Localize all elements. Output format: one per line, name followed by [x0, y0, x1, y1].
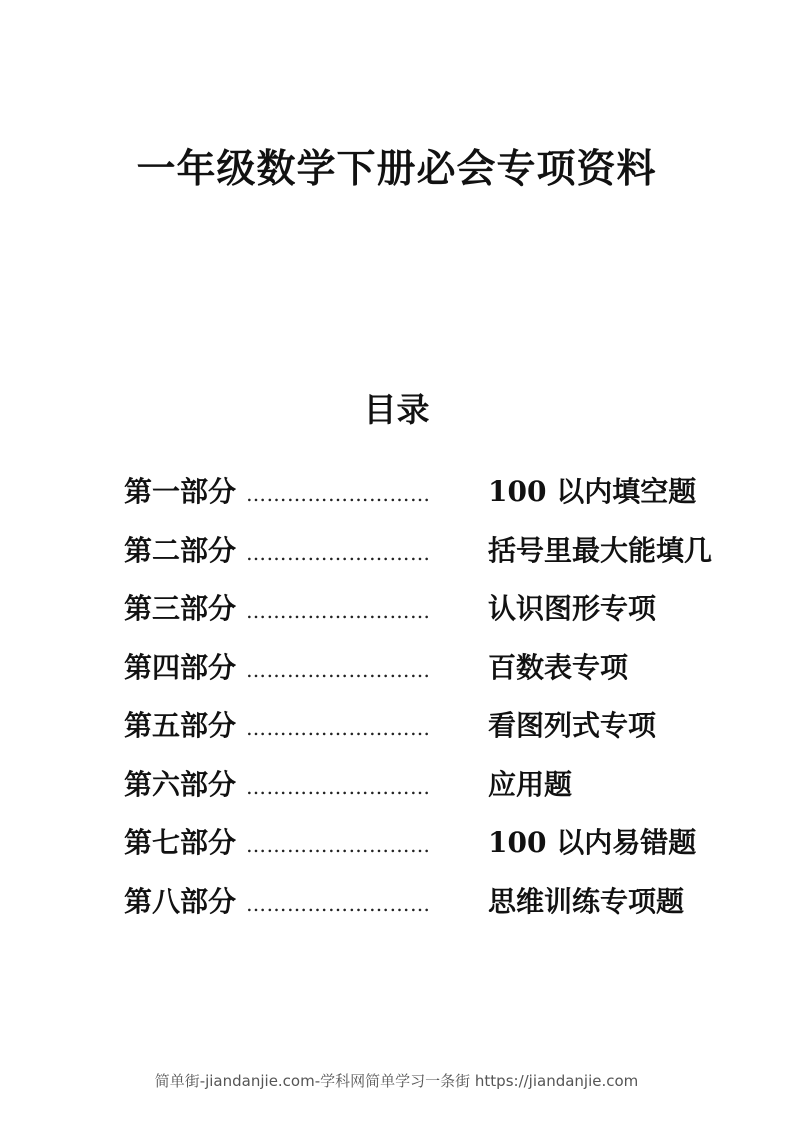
toc-part-label: 第一部分	[124, 475, 237, 508]
toc-topic: 括号里最大能填几	[488, 533, 713, 567]
toc-part-label: 第五部分	[124, 709, 237, 742]
toc-topic: 100 以内易错题	[488, 826, 697, 859]
toc-item-part-6	[124, 763, 764, 822]
toc-heading: 目录	[363, 390, 430, 429]
toc-item-part-5	[124, 704, 764, 763]
toc-part-label: 第六部分	[124, 767, 237, 801]
toc-dot-leader: ………………………	[246, 774, 431, 799]
toc-part-label: 第八部分	[124, 884, 237, 918]
toc-dot-leader: ………………………	[246, 833, 431, 857]
toc-topic: 100 以内填空题	[488, 475, 697, 508]
toc-topic: 认识图形专项	[488, 592, 657, 625]
toc-topic: 看图列式专项	[488, 709, 657, 742]
toc-item-part-1	[124, 470, 764, 529]
table-of-contents	[124, 470, 764, 938]
toc-topic: 应用题	[488, 767, 573, 801]
toc-part-label: 第七部分	[124, 826, 237, 859]
footer-watermark-text: 简单街-jiandanjie.com-学科网简单学习一条街 https://jiandanjie.com	[154, 1072, 639, 1090]
toc-dot-leader: ………………………	[246, 482, 431, 506]
toc-dot-leader: ………………………	[246, 540, 431, 565]
toc-dot-leader: ………………………	[246, 599, 431, 623]
toc-part-label: 第二部分	[124, 533, 237, 567]
toc-topic: 百数表专项	[488, 650, 629, 684]
toc-dot-leader: ………………………	[246, 891, 431, 916]
toc-dot-leader: ………………………	[246, 657, 431, 682]
toc-dot-leader: ………………………	[246, 716, 431, 740]
toc-part-label: 第三部分	[124, 592, 237, 625]
toc-part-label: 第四部分	[124, 650, 237, 684]
toc-item-part-3	[124, 587, 764, 646]
document-title: 一年级数学下册必会专项资料	[136, 146, 657, 192]
toc-topic: 思维训练专项题	[488, 884, 685, 918]
toc-item-part-2	[124, 529, 764, 588]
toc-item-part-7	[124, 821, 764, 880]
toc-item-part-8	[124, 880, 764, 939]
toc-item-part-4	[124, 646, 764, 705]
